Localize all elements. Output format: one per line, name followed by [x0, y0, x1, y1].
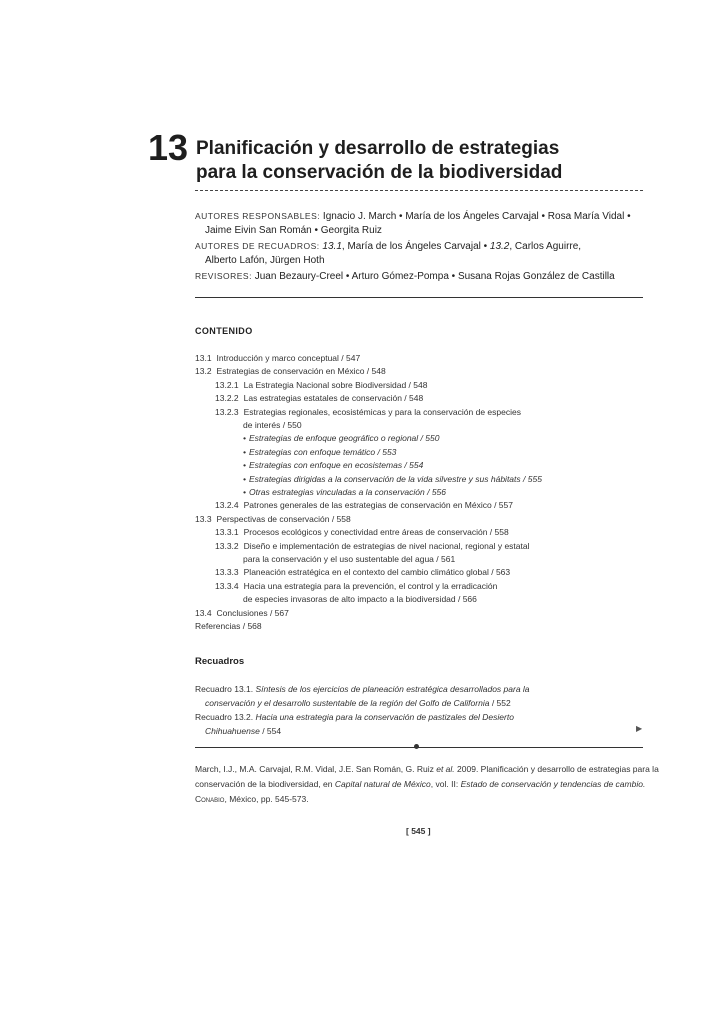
- toc-item-text: de interés / 550: [243, 420, 302, 430]
- toc-item-number: 13.1: [195, 353, 212, 363]
- recuadro-13-2-cont[interactable]: Chihuahuense / 554: [205, 726, 282, 736]
- page-number: [ 545 ]: [406, 826, 431, 836]
- toc-item[interactable]: [243, 473, 542, 486]
- toc-item-number: 13.3.2: [215, 540, 239, 551]
- toc-item[interactable]: [195, 352, 360, 365]
- toc-item-text: Referencias / 568: [195, 621, 262, 631]
- credits-responsables-names: Ignacio J. March • María de los Ángeles Carvajal • Rosa María Vidal •: [320, 211, 631, 222]
- toc-item[interactable]: [215, 392, 423, 405]
- credits-recuadros-label: AUTORES DE RECUADROS:: [195, 241, 320, 251]
- toc-item-text: Estrategias con enfoque en ecosistemas / 554: [248, 460, 424, 471]
- toc-item-text: de especies invasoras de alto impacto a la biodiversidad / 566: [243, 594, 477, 605]
- arrow-right-icon: ▶: [636, 724, 643, 733]
- toc-item[interactable]: [195, 365, 386, 378]
- toc-item-text: Planeación estratégica en el contexto del cambio climático global / 563: [243, 567, 511, 578]
- toc-item[interactable]: [243, 432, 439, 445]
- recuadros-heading: Recuadros: [195, 656, 245, 667]
- toc-item-text: Estrategias de conservación en México / 548: [216, 366, 386, 377]
- toc-item[interactable]: [243, 459, 423, 472]
- divider-dot-icon: [414, 744, 419, 749]
- toc-item-text: Perspectivas de conservación / 558: [216, 513, 351, 524]
- citation-line1: March, I.J., M.A. Carvajal, R.M. Vidal, J.E. San Román, G. Ruiz et al. 2009. Planificación y desarrollo de estrategias para la: [195, 764, 659, 774]
- citation-line2: conservación de la biodiversidad, en Capital natural de México, vol. II: Estado de conservación y tendencias de cambio.: [195, 779, 646, 789]
- toc-item-number: 13.2: [195, 366, 212, 377]
- toc-item-number: •: [243, 433, 246, 444]
- toc-item-number: 13.2.3: [215, 406, 239, 417]
- credits-recuadros-cont: Alberto Lafón, Jürgen Hoth: [205, 255, 325, 266]
- chapter-title-line1: Planificación y desarrollo de estrategias: [196, 138, 560, 159]
- toc-item[interactable]: [195, 620, 262, 633]
- contents-heading: CONTENIDO: [195, 326, 253, 336]
- recuadro-13-1-cont[interactable]: conservación y el desarrollo sustentable de la región del Golfo de California / 552: [205, 698, 511, 708]
- credits-revisores-label: REVISORES:: [195, 271, 252, 281]
- toc-item-text: Introducción y marco conceptual / 547: [216, 353, 361, 363]
- chapter-title-line2: para la conservación de la biodiversidad: [196, 162, 563, 183]
- credits-revisores: [195, 268, 615, 285]
- recuadro-13-2[interactable]: Recuadro 13.2. Hacia una estrategia para la conservación de pastizales del Desierto: [195, 712, 514, 722]
- toc-item[interactable]: [195, 513, 351, 526]
- toc-item-number: 13.2.4: [215, 500, 239, 511]
- recuadro-13-1[interactable]: Recuadro 13.1. Síntesis de los ejercicios de planeación estratégica desarrollados para la: [195, 684, 530, 694]
- toc-item[interactable]: [243, 593, 477, 606]
- toc-item-text: Las estrategias estatales de conservación / 548: [243, 393, 424, 404]
- credits-recuadros: AUTORES DE RECUADROS: 13.1, María de los Ángeles Carvajal • 13.2, Carlos Aguirre,: [195, 241, 582, 252]
- toc-item[interactable]: [215, 566, 510, 579]
- toc-item-text: Procesos ecológicos y conectividad entre áreas de conservación / 558: [243, 527, 509, 538]
- toc-item[interactable]: [243, 419, 302, 432]
- toc-item-text: Estrategias de enfoque geográfico o regional / 550: [248, 433, 440, 444]
- credits-responsables-label: AUTORES RESPONSABLES:: [195, 211, 321, 221]
- credits-divider: [195, 297, 643, 298]
- toc-item-number: 13.2.1: [215, 379, 239, 390]
- toc-item[interactable]: [243, 486, 446, 499]
- toc-item-text: Estrategias con enfoque temático / 553: [248, 446, 397, 457]
- toc-item-text: Diseño e implementación de estrategias de nivel nacional, regional y estatal: [243, 540, 530, 551]
- toc-item-text: Otras estrategias vinculadas a la conservación / 556: [248, 487, 447, 497]
- chapter-number: 13: [148, 127, 189, 168]
- toc-item-number: •: [243, 473, 246, 484]
- toc-item-number: •: [243, 460, 246, 471]
- toc-item-text: Patrones generales de las estrategias de conservación en México / 557: [243, 500, 513, 511]
- toc-item[interactable]: [215, 526, 509, 539]
- toc-item-text: Estrategias regionales, ecosistémicas y para la conservación de especies: [243, 406, 521, 417]
- toc-item[interactable]: [243, 553, 455, 566]
- credits-responsables-cont: Jaime Eivin San Román • Georgita Ruiz: [205, 225, 382, 236]
- credits-revisores-names: Juan Bezaury-Creel • Arturo Gómez-Pompa • Susana Rojas González de Castilla: [251, 271, 615, 282]
- toc-item-text: Estrategias dirigidas a la conservación de la vida silvestre y sus hábitats / 555: [248, 473, 542, 484]
- toc-item-text: para la conservación y el uso sustentable del agua / 561: [243, 554, 456, 564]
- toc-item[interactable]: [243, 446, 396, 459]
- toc-item-text: Hacia una estrategia para la prevención, el control y la erradicación: [243, 580, 498, 591]
- toc-item-number: 13.3.3: [215, 567, 239, 578]
- title-divider: [195, 190, 643, 191]
- toc-item-number: 13.3.1: [215, 527, 239, 538]
- toc-item[interactable]: [215, 540, 530, 553]
- toc-item[interactable]: [215, 379, 427, 392]
- toc-item-number: 13.3.4: [215, 580, 239, 591]
- toc-item-number: •: [243, 487, 246, 497]
- toc-item-number: •: [243, 446, 246, 457]
- toc-item[interactable]: [195, 607, 289, 620]
- toc-item[interactable]: [215, 499, 513, 512]
- citation-line3: Conabio, México, pp. 545-573.: [195, 794, 309, 804]
- toc-item-text: Conclusiones / 567: [216, 607, 289, 618]
- toc-item[interactable]: [215, 406, 521, 419]
- citation-divider: [195, 747, 643, 748]
- toc-item[interactable]: [215, 580, 497, 593]
- toc-item-text: La Estrategia Nacional sobre Biodiversidad / 548: [243, 379, 428, 390]
- toc-item-number: 13.4: [195, 607, 212, 618]
- toc-item-number: 13.2.2: [215, 393, 239, 404]
- toc-item-number: 13.3: [195, 513, 212, 524]
